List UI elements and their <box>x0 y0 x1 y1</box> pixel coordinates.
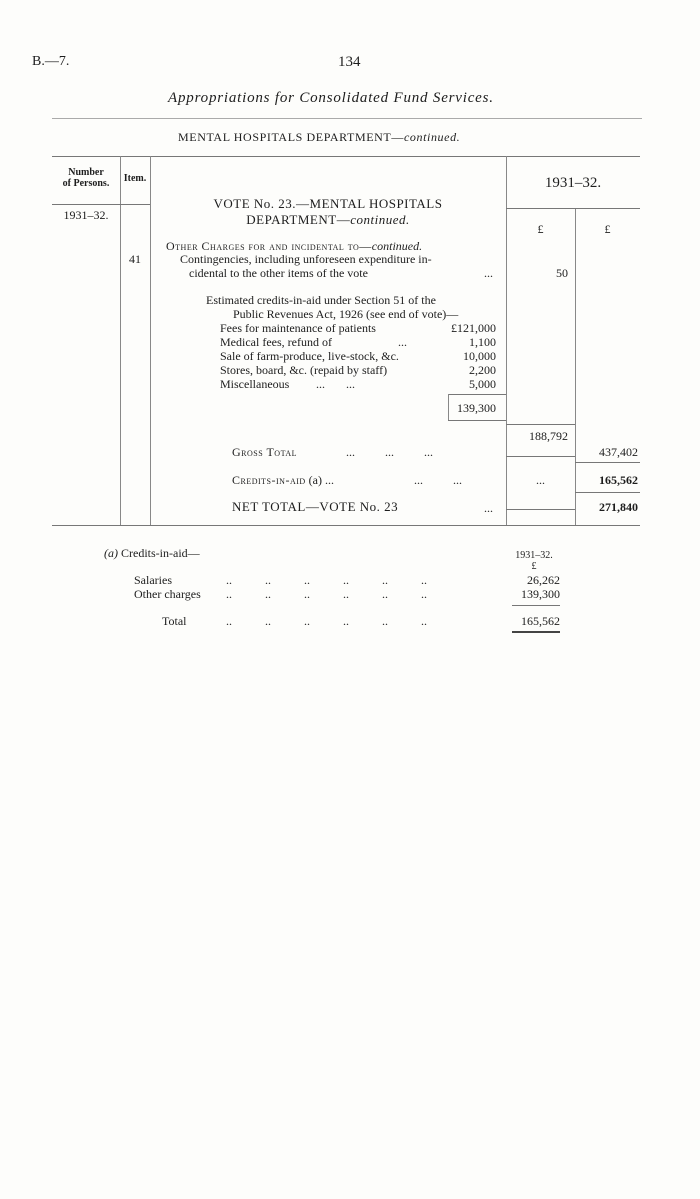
gross-total-dots: ... ... ... <box>346 445 433 459</box>
table-top-rule <box>52 156 640 157</box>
credits-in-aid-left: ... <box>536 473 545 487</box>
net-total-amount: 271,840 <box>599 500 638 514</box>
footnote-row-dots: .. .. .. .. .. .. <box>226 573 427 587</box>
column-divider-description <box>506 156 507 525</box>
net-total-label: NET TOTAL—VOTE No. 23 <box>232 499 399 514</box>
credits-subtotal-rule <box>448 394 506 395</box>
credit-item-label: Miscellaneous <box>220 377 290 391</box>
credit-item-amount: 2,200 <box>469 363 496 377</box>
gross-total-label: Gross Total <box>232 445 297 459</box>
persons-year: 1931–32. <box>63 208 109 222</box>
column-divider-persons <box>120 156 121 525</box>
footnote-row-label: Other charges <box>134 587 201 601</box>
credits-in-aid-amount: 165,562 <box>599 473 638 487</box>
credit-item-dots: ... <box>398 335 407 349</box>
charges-total-rule <box>506 424 575 425</box>
column-heading-item: Item. <box>123 173 147 184</box>
credit-item-amount: 1,100 <box>469 335 496 349</box>
item-heading-rule <box>120 204 150 205</box>
footnote-row-amount: 26,262 <box>527 573 560 587</box>
credits-subtotal-bottom-rule <box>448 420 506 421</box>
credits-estimate-total: 139,300 <box>457 401 496 415</box>
credit-item-label: Fees for maintenance of patients <box>220 321 376 335</box>
credits-intro-line-1: Estimated credits-in-aid under Section 51 of the <box>206 293 436 307</box>
credit-item-label: Medical fees, refund of <box>220 335 332 349</box>
footnote-title: (a) Credits-in-aid— <box>104 546 200 560</box>
footnote-total-label: Total <box>162 614 187 628</box>
charges-total-bottom-rule <box>506 456 575 457</box>
vote-title: VOTE No. 23.—MENTAL HOSPITALS DEPARTMENT—continued. <box>213 196 443 227</box>
net-total-left-rule <box>506 509 575 510</box>
page-title: Appropriations for Consolidated Fund Services. <box>168 90 494 106</box>
footnote-pound: £ <box>531 561 537 572</box>
footnote-double-rule <box>512 631 560 633</box>
column-heading-persons: Number of Persons. <box>62 167 110 189</box>
credit-item-amount: 10,000 <box>463 349 496 363</box>
other-charges-heading: Other Charges for and incidental to—continued. <box>166 239 423 253</box>
table-bottom-rule <box>52 525 640 526</box>
gross-total-rule <box>575 462 640 463</box>
credits-intro-line-2: Public Revenues Act, 1926 (see end of vote)— <box>233 307 459 321</box>
item-number: 41 <box>129 252 141 266</box>
credits-in-aid-dots: ... ... <box>414 473 462 487</box>
credits-in-aid-label: Credits-in-aid (a) ... <box>232 473 334 487</box>
footnote-row-amount: 139,300 <box>521 587 560 601</box>
credit-item-label: Sale of farm-produce, live-stock, &c. <box>220 349 399 363</box>
persons-heading-rule <box>52 204 120 205</box>
footnote-total-amount: 165,562 <box>521 614 560 628</box>
footnote-total-rule <box>512 605 560 606</box>
charges-total: 188,792 <box>529 429 568 443</box>
footnote-year: 1931–32. <box>515 550 553 561</box>
page-number: 134 <box>338 54 361 70</box>
contingencies-dots: ... <box>484 266 493 280</box>
header-rule <box>52 118 642 119</box>
contingencies-amount: 50 <box>556 266 568 280</box>
credits-rule <box>575 492 640 493</box>
section-subtitle: MENTAL HOSPITALS DEPARTMENT—continued. <box>178 130 461 144</box>
contingencies-line-2: cidental to the other items of the vote <box>189 266 368 280</box>
net-total-dots: ... <box>484 501 493 515</box>
credit-item-label: Stores, board, &c. (repaid by staff) <box>220 363 388 377</box>
credit-item-amount: 5,000 <box>469 377 496 391</box>
credit-item-amount: £121,000 <box>451 321 496 335</box>
year-heading-rule <box>506 208 640 209</box>
gross-total-amount: 437,402 <box>599 445 638 459</box>
document-reference: B.—7. <box>32 54 70 69</box>
pound-sign-right: £ <box>604 222 611 236</box>
footnote-row-label: Salaries <box>134 573 172 587</box>
column-heading-year: 1931–32. <box>544 175 602 191</box>
footnote-total-dots: .. .. .. .. .. .. <box>226 614 427 628</box>
footnote-row-dots: .. .. .. .. .. .. <box>226 587 427 601</box>
pound-sign-left: £ <box>537 222 544 236</box>
credit-item-dots: ... ... <box>316 377 355 391</box>
contingencies-line-1: Contingencies, including unforeseen expenditure in- <box>180 252 432 266</box>
